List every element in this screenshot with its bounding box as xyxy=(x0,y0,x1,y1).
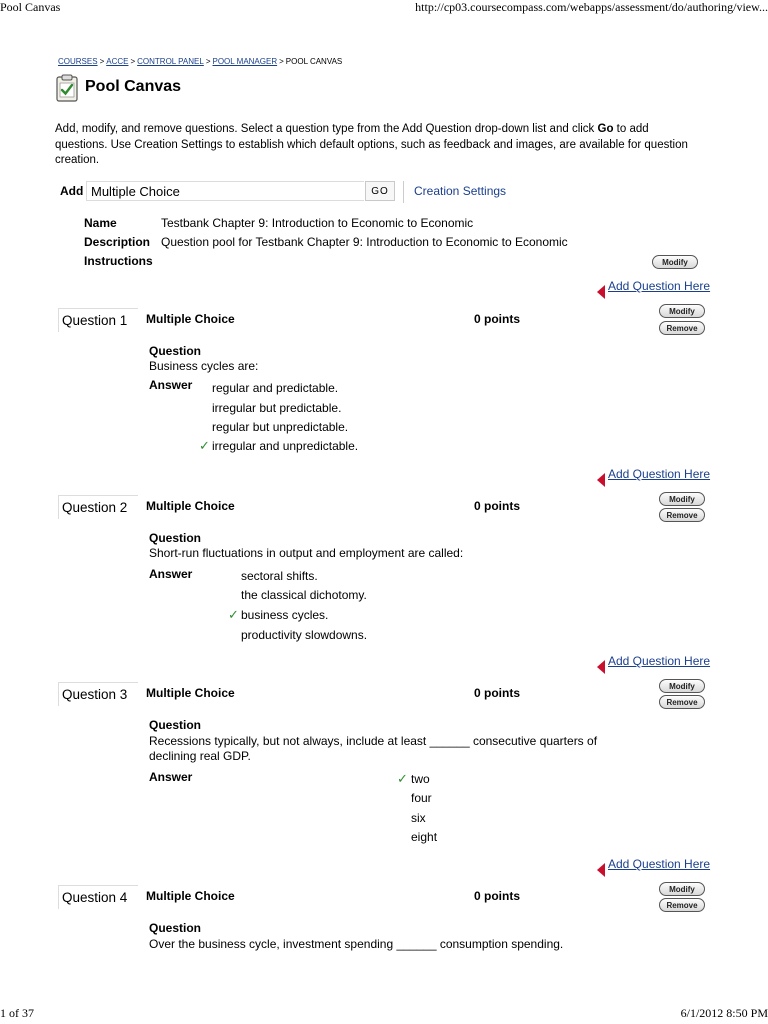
remove-question-button[interactable]: Remove xyxy=(659,898,705,912)
answer-option: six xyxy=(411,811,426,825)
answer-option: sectoral shifts. xyxy=(241,569,318,583)
add-question-row xyxy=(60,181,507,205)
answer-option: regular and predictable. xyxy=(212,381,339,395)
creation-settings-link[interactable]: Creation Settings xyxy=(414,184,507,198)
question-points: 0 points xyxy=(474,312,521,326)
red-arrow-icon xyxy=(597,285,605,299)
question-heading: Question xyxy=(149,344,202,358)
print-url: http://cp03.coursecompass.com/webapps/assessment/do/authoring/view... xyxy=(415,0,768,14)
question-text: Business cycles are: xyxy=(149,359,259,373)
modify-question-button[interactable]: Modify xyxy=(659,882,705,896)
breadcrumb-acce[interactable]: ACCE xyxy=(106,57,129,66)
question-label: Question 2 xyxy=(58,495,138,519)
breadcrumb-current: POOL CANVAS xyxy=(285,57,343,66)
question-points: 0 points xyxy=(474,499,521,513)
correct-check-icon: ✓ xyxy=(397,771,408,786)
answer-option-correct: irregular and unpredictable. xyxy=(212,439,359,453)
add-question-here-link[interactable]: Add Question Here xyxy=(608,857,711,871)
breadcrumb-pool-manager[interactable]: POOL MANAGER xyxy=(212,57,278,66)
breadcrumb-control-panel[interactable]: CONTROL PANEL xyxy=(137,57,204,66)
page-title: Pool Canvas xyxy=(85,78,182,95)
add-label: Add xyxy=(60,184,84,198)
go-button[interactable]: GO xyxy=(365,181,395,201)
question-label: Question 1 xyxy=(58,308,138,332)
remove-question-button[interactable]: Remove xyxy=(659,508,705,522)
answer-label: Answer xyxy=(149,770,193,784)
pool-description: Question pool for Testbank Chapter 9: Introduction to Economic to Economic xyxy=(161,235,568,249)
intro-text: Add, modify, and remove questions. Select a question type from the Add Question drop-down list and click Go to add questions. Use Creation Settings to establish which default options, such as feedback and images, are available for question creation. xyxy=(55,123,688,166)
add-question-here-link[interactable]: Add Question Here xyxy=(608,467,711,481)
print-title: Pool Canvas xyxy=(0,0,61,14)
answer-option: irregular but predictable. xyxy=(212,401,342,415)
question-type-select[interactable]: Multiple Choice xyxy=(86,181,364,201)
modify-question-button[interactable]: Modify xyxy=(659,679,705,693)
answer-option: productivity slowdowns. xyxy=(241,628,368,642)
add-question-here-link[interactable]: Add Question Here xyxy=(608,279,711,293)
add-question-here-link[interactable]: Add Question Here xyxy=(608,654,711,668)
question-type: Multiple Choice xyxy=(146,686,235,700)
answer-option-correct: two xyxy=(411,772,430,786)
question-label: Question 3 xyxy=(58,682,138,706)
question-label: Question 4 xyxy=(58,885,138,909)
modify-pool-button[interactable]: Modify xyxy=(652,255,698,269)
print-page-number: 1 of 37 xyxy=(0,1006,34,1020)
correct-check-icon: ✓ xyxy=(199,438,210,453)
answer-option: four xyxy=(411,791,432,805)
question-points: 0 points xyxy=(474,889,521,903)
print-header xyxy=(0,0,768,16)
red-arrow-icon xyxy=(597,473,605,487)
correct-check-icon: ✓ xyxy=(228,607,239,622)
modify-question-button[interactable]: Modify xyxy=(659,492,705,506)
question-text: Recessions typically, but not always, include at least ______ consecutive quarters of declining real GDP. xyxy=(149,734,598,763)
breadcrumb: COURSES > ACCE > CONTROL PANEL > POOL MANAGER > POOL CANVAS xyxy=(58,57,343,66)
breadcrumb-courses[interactable]: COURSES xyxy=(58,57,98,66)
clipboard-check-icon xyxy=(56,74,78,102)
pool-description-label: Description xyxy=(84,235,151,249)
question-type: Multiple Choice xyxy=(146,312,235,326)
divider xyxy=(403,181,404,203)
pool-instructions-label: Instructions xyxy=(84,254,153,268)
red-arrow-icon xyxy=(597,660,605,674)
answer-option: the classical dichotomy. xyxy=(241,588,367,602)
question-points: 0 points xyxy=(474,686,521,700)
question-text: Over the business cycle, investment spending ______ consumption spending. xyxy=(149,937,564,951)
question-type: Multiple Choice xyxy=(146,499,235,513)
answer-label: Answer xyxy=(149,378,193,392)
red-arrow-icon xyxy=(597,863,605,877)
question-type: Multiple Choice xyxy=(146,889,235,903)
question-text: Short-run fluctuations in output and employment are called: xyxy=(149,546,464,560)
remove-question-button[interactable]: Remove xyxy=(659,321,705,335)
answer-option: eight xyxy=(411,830,438,844)
answer-label: Answer xyxy=(149,567,193,581)
modify-question-button[interactable]: Modify xyxy=(659,304,705,318)
pool-name-label: Name xyxy=(84,216,117,230)
answer-option-correct: business cycles. xyxy=(241,608,329,622)
print-footer xyxy=(0,1006,768,1024)
question-heading: Question xyxy=(149,531,202,545)
question-heading: Question xyxy=(149,921,202,935)
remove-question-button[interactable]: Remove xyxy=(659,695,705,709)
print-datetime: 6/1/2012 8:50 PM xyxy=(680,1006,768,1020)
question-heading: Question xyxy=(149,718,202,732)
pool-name: Testbank Chapter 9: Introduction to Economic to Economic xyxy=(161,216,474,230)
answer-option: regular but unpredictable. xyxy=(212,420,349,434)
